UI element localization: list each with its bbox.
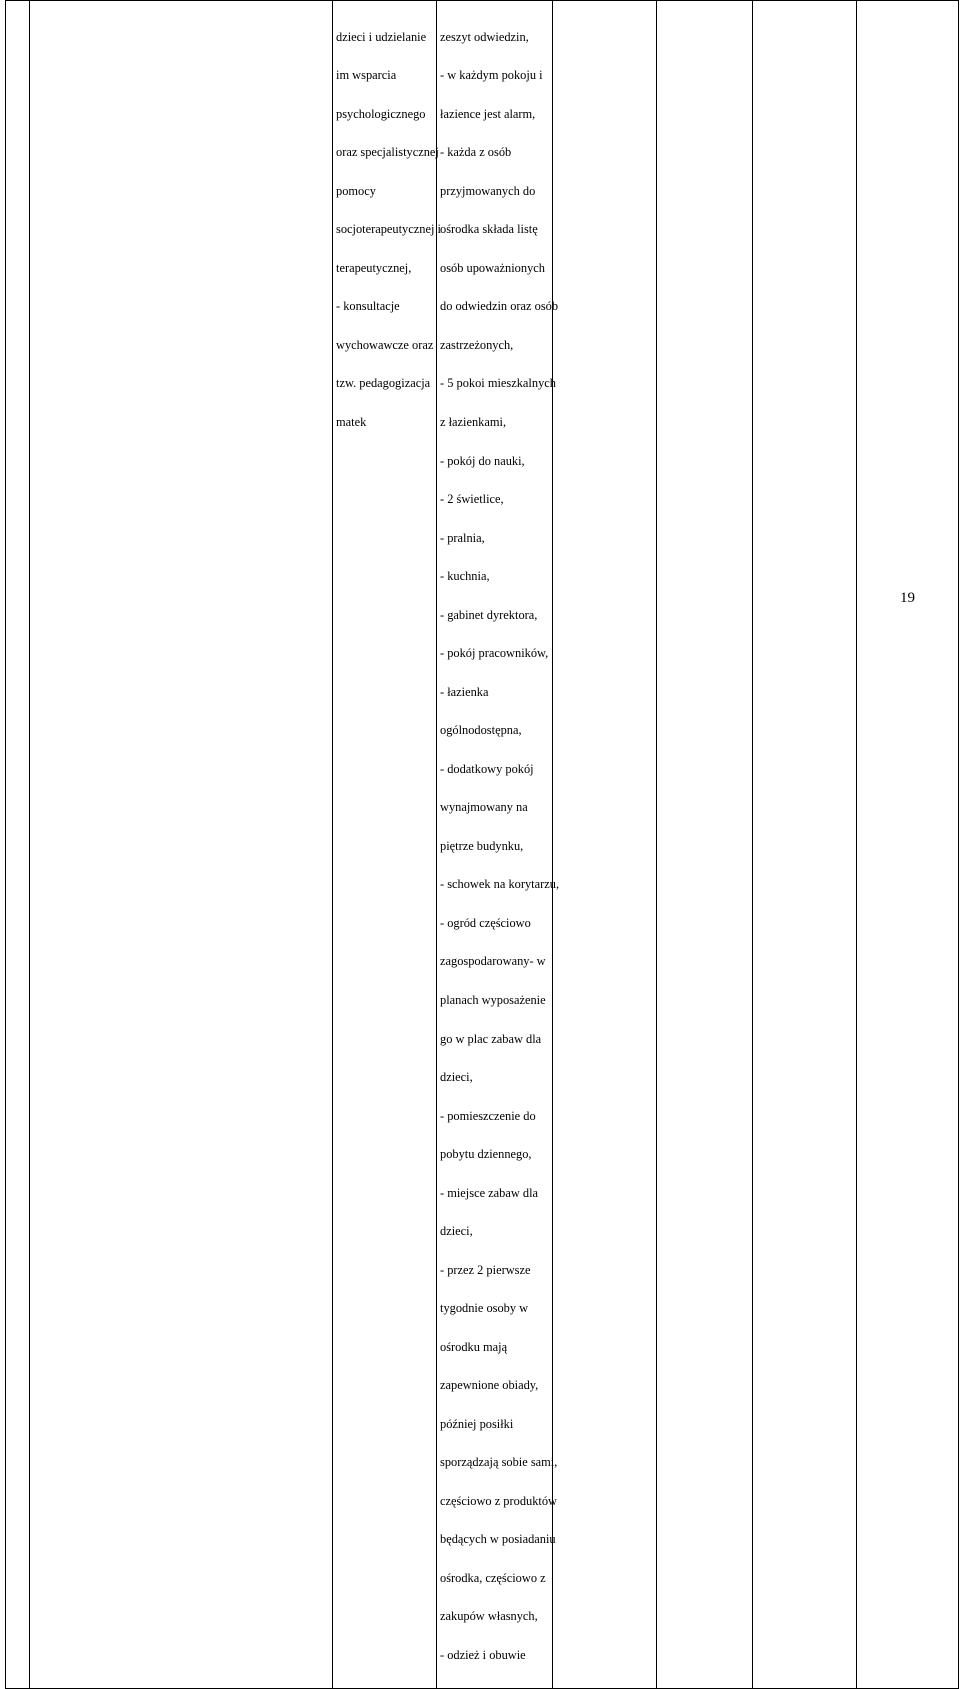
text-line: wynajmowany na [440,800,528,815]
text-line: zakupów własnych, [440,1609,538,1624]
text-line: będących w posiadaniu [440,1532,556,1547]
text-line: ośrodka składa listę [440,222,538,237]
table-cell-col-2 [333,1,441,1689]
cell-text-col-2 [333,1,441,455]
text-line: - gabinet dyrektora, [440,607,538,622]
text-line: - łazienka [440,684,489,699]
table-row [6,1,959,1689]
text-line: - odzież i obuwie [440,1648,526,1662]
text-line: sporządzają sobie sami, [440,1455,558,1470]
text-line: później posiłki [440,1416,514,1431]
table-cell-col-1 [30,1,333,1689]
table-cell-col-7 [857,1,959,1689]
text-line: do odwiedzin oraz osób [440,299,559,314]
text-line: zapewnione obiady, [440,1378,539,1393]
text-line: osób upoważnionych [440,260,545,275]
text-line: - w każdym pokoju i [440,68,543,83]
text-line: - pokój do nauki, [440,453,525,468]
text-line: oraz specjalistycznej [336,145,439,160]
text-line: socjoterapeutycznej i [336,222,441,237]
text-line: łazience jest alarm, [440,106,536,121]
text-line: - schowek na korytarzu, [440,877,560,892]
text-line: ogólnodostępna, [440,723,522,738]
text-line: zastrzeżonych, [440,337,514,352]
table-cell-col-6 [753,1,857,1689]
text-line: planach wyposażenie [440,992,546,1007]
table-cell-col-0 [6,1,30,1689]
text-line: dzieci, [440,1224,473,1239]
table-cell-col-5 [657,1,753,1689]
text-line: zagospodarowany- w [440,954,546,969]
text-line: matek [336,415,367,429]
text-line: częściowo z produktów [440,1493,557,1508]
text-line: - pralnia, [440,530,485,545]
text-line: pobytu dziennego, [440,1147,532,1162]
content-table [5,0,959,1689]
text-line: piętrze budynku, [440,838,524,853]
text-line: zeszyt odwiedzin, [440,29,529,44]
text-line: - pokój pracowników, [440,646,549,661]
text-line: psychologicznego [336,106,426,121]
text-line: ośrodka, częściowo z [440,1570,546,1585]
text-line: - konsultacje [336,299,400,314]
text-line: - kuchnia, [440,569,490,584]
text-line: przyjmowanych do [440,183,536,198]
text-line: - miejsce zabaw dla [440,1185,539,1200]
text-line: - każda z osób [440,145,512,160]
text-line: - ogród częściowo [440,915,531,930]
text-line: terapeutycznej, [336,260,412,275]
text-line: - 2 świetlice, [440,492,504,507]
text-line: ośrodku mają [440,1339,508,1354]
text-line: - pomieszczenie do [440,1108,536,1123]
text-line: go w plac zabaw dla [440,1031,542,1046]
page-number: 19 [900,590,915,606]
text-line: z łazienkami, [440,415,507,429]
text-line: - dodatkowy pokój [440,761,534,776]
table-cell-col-4 [553,1,657,1689]
table-cell-col-3 [437,1,560,1689]
text-line: wychowawcze oraz [336,337,434,352]
text-line: - 5 pokoi mieszkalnych [440,376,556,391]
text-line: - przez 2 pierwsze [440,1262,531,1277]
text-line: im wsparcia [336,68,397,83]
text-line: tzw. pedagogizacja [336,376,431,391]
text-line: dzieci i udzielanie [336,29,427,44]
text-line: dzieci, [440,1070,473,1085]
text-line: tygodnie osoby w [440,1301,529,1316]
cell-text-col-3 [437,1,560,1688]
text-line: pomocy [336,183,376,198]
